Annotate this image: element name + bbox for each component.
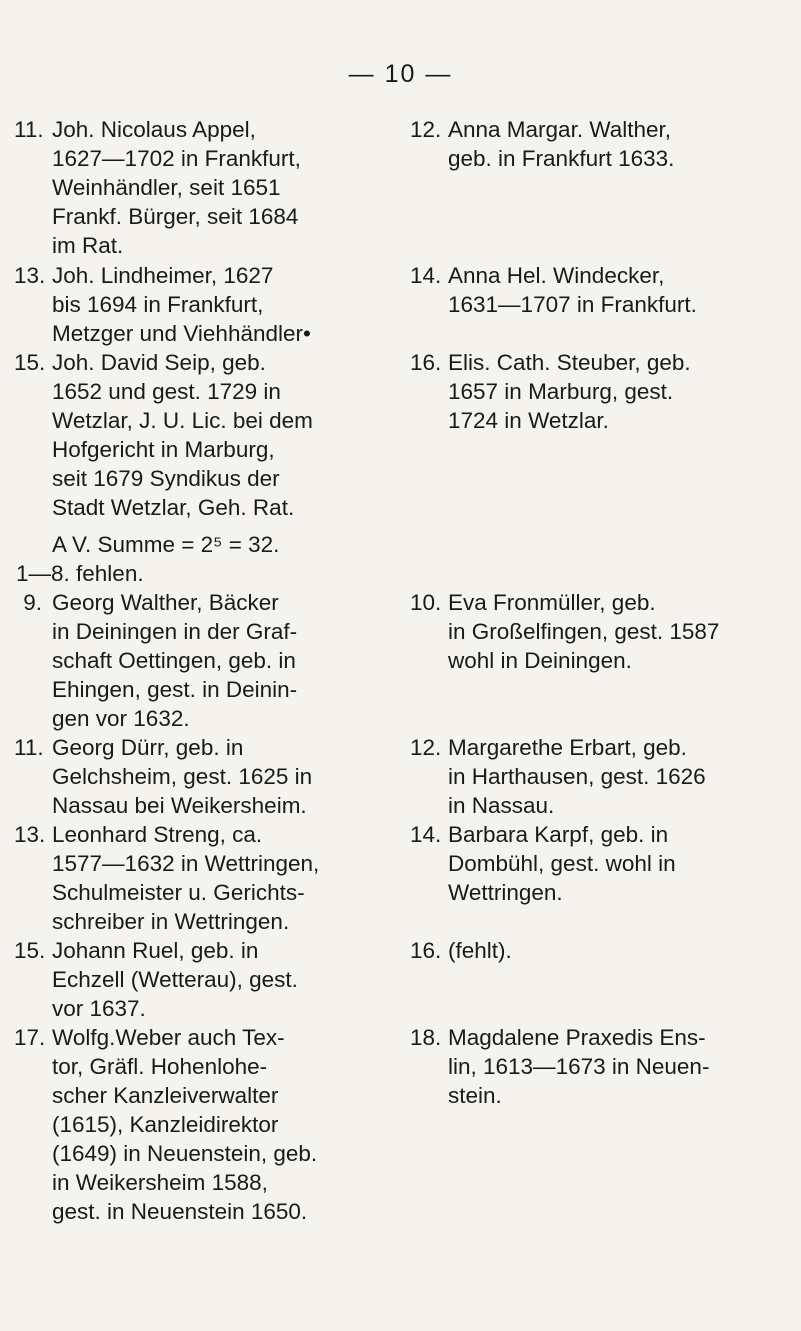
entry-line: Georg Dürr, geb. in (52, 735, 244, 760)
entry-line: Elis. Cath. Steuber, geb. (448, 350, 691, 375)
entry-line: Echzell (Wetterau), gest. (52, 967, 298, 992)
entry-line: seit 1679 Syndikus der (52, 466, 280, 491)
entry-number: 12. (410, 117, 442, 142)
entry-line: 1652 und gest. 1729 in (52, 379, 281, 404)
entry-line: (1615), Kanzleidirektor (52, 1112, 279, 1137)
entry-number: 16. (410, 938, 442, 963)
entry-line: vor 1637. (52, 996, 146, 1021)
entry-number: 14. (410, 263, 442, 288)
entry-line: im Rat. (52, 233, 124, 258)
entry-line: gen vor 1632. (52, 706, 190, 731)
entry-line: in Nassau. (448, 793, 555, 818)
entry-line: Joh. Nicolaus Appel, (52, 117, 256, 142)
entry-line: bis 1694 in Frankfurt, (52, 292, 264, 317)
entry-line: in Großelfingen, gest. 1587 (448, 619, 720, 644)
entry-line: Margarethe Erbart, geb. (448, 735, 687, 760)
entry-line: in Harthausen, gest. 1626 (448, 764, 706, 789)
entry-line: 1657 in Marburg, gest. (448, 379, 674, 404)
entry-line: Dombühl, gest. wohl in (448, 851, 676, 876)
entry-line: in Weikersheim 1588, (52, 1170, 268, 1195)
entry-number: 11. (14, 117, 44, 142)
entry-line: Anna Margar. Walther, (448, 117, 672, 142)
entry-line: Hofgericht in Marburg, (52, 437, 275, 462)
entry-line: (1649) in Neuenstein, geb. (52, 1141, 318, 1166)
entry-number: 13. (14, 822, 46, 847)
entry-line: Nassau bei Weikersheim. (52, 793, 307, 818)
entry-line: Wolfg.Weber auch Tex- (52, 1025, 285, 1050)
section-heading: A V. Summe = 2⁵ = 32. (52, 532, 280, 557)
entry-line: Schulmeister u. Gerichts- (52, 880, 305, 905)
entry-line: Ehingen, gest. in Deinin- (52, 677, 298, 702)
entry-line: in Deiningen in der Graf- (52, 619, 298, 644)
entry-line: lin, 1613—1673 in Neuen- (448, 1054, 710, 1079)
page-number: — 10 — (348, 60, 453, 88)
entry-number: 10. (410, 590, 442, 615)
entry-line: stein. (448, 1083, 502, 1108)
entry-number: 11. (14, 735, 44, 760)
entry-line: 1577—1632 in Wettringen, (52, 851, 320, 876)
entry-line: 1627—1702 in Frankfurt, (52, 146, 301, 171)
entry-line: Wettringen. (448, 880, 563, 905)
entry-line: Frankf. Bürger, seit 1684 (52, 204, 299, 229)
entry-line: (fehlt). (448, 938, 512, 963)
entry-line: Gelchsheim, gest. 1625 in (52, 764, 313, 789)
entry-line: geb. in Frankfurt 1633. (448, 146, 675, 171)
entry-line: Weinhändler, seit 1651 (52, 175, 281, 200)
entry-number: 12. (410, 735, 442, 760)
entry-number: 15. (14, 350, 46, 375)
entry-number: 15. (14, 938, 46, 963)
entry-line: Joh. Lindheimer, 1627 (52, 263, 274, 288)
entry-line: scher Kanzleiverwalter (52, 1083, 279, 1108)
entry-line: wohl in Deiningen. (448, 648, 632, 673)
entry-line: gest. in Neuenstein 1650. (52, 1199, 308, 1224)
entry-line: Wetzlar, J. U. Lic. bei dem (52, 408, 313, 433)
entry-line: Eva Fronmüller, geb. (448, 590, 656, 615)
entry-number: 18. (410, 1025, 442, 1050)
entry-number: 13. (14, 263, 46, 288)
entry-number: 16. (410, 350, 442, 375)
entry-line: 1724 in Wetzlar. (448, 408, 609, 433)
entry-line: Georg Walther, Bäcker (52, 590, 279, 615)
entry-number: 14. (410, 822, 442, 847)
entry-number: 9. (23, 590, 42, 615)
entry-line: tor, Gräfl. Hohenlohe- (52, 1054, 268, 1079)
missing-note: 1—8. fehlen. (16, 561, 144, 586)
entry-number: 17. (14, 1025, 46, 1050)
entry-line: Stadt Wetzlar, Geh. Rat. (52, 495, 295, 520)
entry-line: Leonhard Streng, ca. (52, 822, 263, 847)
entry-line: Barbara Karpf, geb. in (448, 822, 669, 847)
entry-line: Anna Hel. Windecker, (448, 263, 665, 288)
entry-line: Metzger und Viehhändler• (52, 321, 311, 346)
entry-line: schaft Oettingen, geb. in (52, 648, 296, 673)
entry-line: Magdalene Praxedis Ens- (448, 1025, 706, 1050)
entry-line: 1631—1707 in Frankfurt. (448, 292, 697, 317)
entry-line: Johann Ruel, geb. in (52, 938, 259, 963)
entry-line: Joh. David Seip, geb. (52, 350, 266, 375)
entry-line: schreiber in Wettringen. (52, 909, 290, 934)
